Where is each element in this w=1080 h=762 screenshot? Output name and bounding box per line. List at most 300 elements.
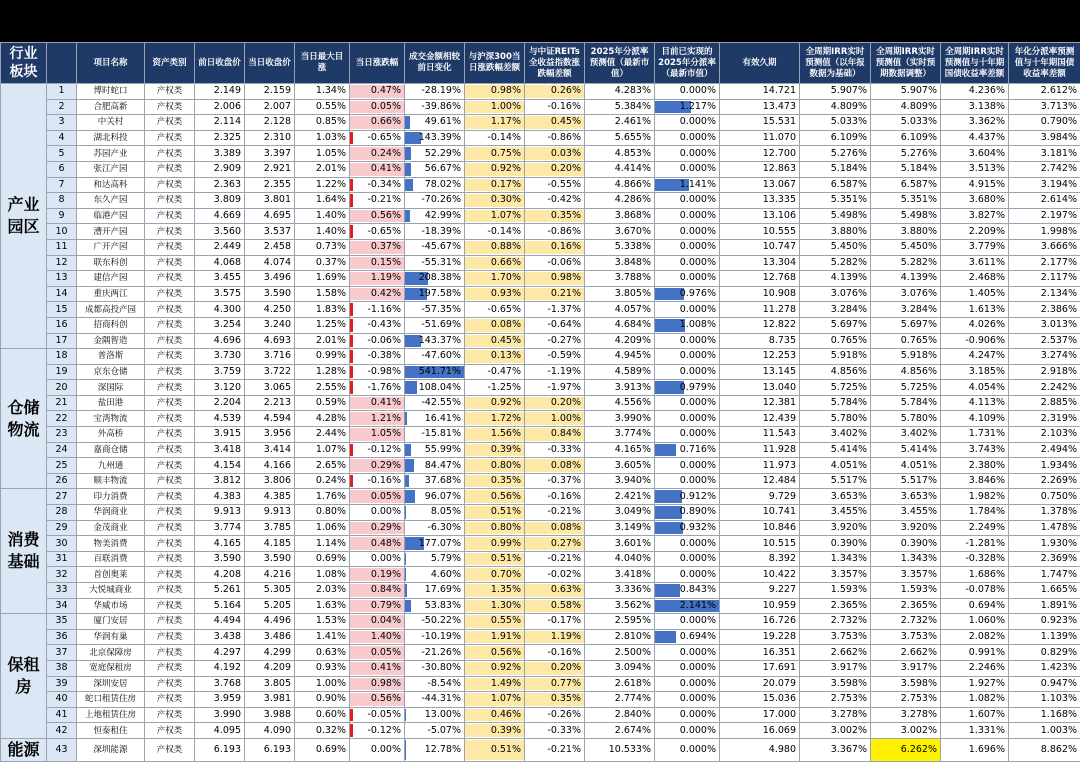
cell-r10-c9 xyxy=(525,224,585,240)
cell-r19-c16 xyxy=(1009,364,1080,380)
cell-value: 3.759 xyxy=(214,366,241,377)
cell-r14-c6 xyxy=(350,286,405,302)
cell-value: 17.691 xyxy=(763,662,796,673)
cell-r20-c16 xyxy=(1009,380,1080,396)
cell-value: 0.000% xyxy=(680,709,716,720)
cell-value: 0.05% xyxy=(371,647,401,658)
cell-r30-c2 xyxy=(145,536,195,552)
cell-r5-c10 xyxy=(585,146,655,162)
cell-value: 4.414% xyxy=(615,163,651,174)
cell-r43-c6 xyxy=(350,738,405,761)
cell-value: 0.70% xyxy=(491,569,521,580)
cell-value: 金茂商业 xyxy=(93,523,127,533)
cell-value: 5.725% xyxy=(901,382,937,393)
cell-value: 2.537% xyxy=(1041,335,1077,346)
cell-r40-c10 xyxy=(585,692,655,708)
cell-value: 41 xyxy=(55,709,67,720)
cell-value: 2.204 xyxy=(214,397,241,408)
cell-r30-c3 xyxy=(195,536,245,552)
cell-value: 5.164 xyxy=(214,600,241,611)
cell-r11-c12 xyxy=(720,239,800,255)
cell-r5-c3 xyxy=(195,146,245,162)
data-bar xyxy=(655,631,676,644)
cell-r25-c12 xyxy=(720,458,800,474)
cell-r1-c7 xyxy=(405,84,465,100)
cell-r30-c6 xyxy=(350,536,405,552)
cell-value: 0.843% xyxy=(680,584,716,595)
cell-value: 0.39% xyxy=(491,725,521,736)
cell-value: 0.390% xyxy=(901,538,937,549)
cell-r12-c6 xyxy=(350,255,405,271)
cell-r16-c12 xyxy=(720,317,800,333)
cell-value: 0.85% xyxy=(316,116,346,127)
cell-value: 10.741 xyxy=(763,506,796,517)
cell-value: 3.254 xyxy=(214,319,241,330)
cell-value: 3.590 xyxy=(264,288,291,299)
cell-r19-c0 xyxy=(47,364,77,380)
cell-r22-c6 xyxy=(350,411,405,427)
cell-r18-c13 xyxy=(800,349,871,365)
cell-value: 0.000% xyxy=(680,662,716,673)
cell-value: 3.367% xyxy=(831,744,867,755)
cell-r16-c0 xyxy=(47,317,77,333)
cell-value: 0.00% xyxy=(371,553,401,564)
cell-r29-c2 xyxy=(145,520,195,536)
cell-value: 2.612% xyxy=(1041,85,1077,96)
cell-r4-c12 xyxy=(720,130,800,146)
cell-value: 1.30% xyxy=(491,600,521,611)
cell-value: -21.26% xyxy=(421,647,461,658)
cell-value: 盐田港 xyxy=(98,398,124,408)
cell-r19-c11 xyxy=(655,364,720,380)
cell-value: 0.45% xyxy=(491,335,521,346)
cell-r7-c2 xyxy=(145,177,195,193)
cell-r4-c8 xyxy=(465,130,525,146)
cell-value: 产权类 xyxy=(157,507,183,517)
cell-r9-c6 xyxy=(350,208,405,224)
cell-r12-c15 xyxy=(941,255,1009,271)
cell-value: 0.32% xyxy=(316,725,346,736)
negative-marker xyxy=(350,319,353,332)
cell-r35-c9 xyxy=(525,614,585,630)
cell-value: -0.47% xyxy=(487,366,521,377)
cell-r20-c1 xyxy=(77,380,145,396)
cell-r19-c12 xyxy=(720,364,800,380)
cell-value: 产权类 xyxy=(157,227,183,237)
cell-r9-c5 xyxy=(295,208,350,224)
cell-r16-c5 xyxy=(295,317,350,333)
cell-value: 临港产园 xyxy=(93,211,127,221)
cell-value: 8 xyxy=(58,194,64,205)
cell-value: 4.165 xyxy=(214,538,241,549)
cell-r39-c0 xyxy=(47,676,77,692)
cell-r28-c13 xyxy=(800,505,871,521)
cell-value: 3.768 xyxy=(214,678,241,689)
cell-value: 2.177% xyxy=(1041,257,1077,268)
cell-r27-c5 xyxy=(295,489,350,505)
cell-r37-c12 xyxy=(720,645,800,661)
cell-r41-c2 xyxy=(145,707,195,723)
cell-r10-c12 xyxy=(720,224,800,240)
cell-r41-c14 xyxy=(871,707,941,723)
cell-r39-c10 xyxy=(585,676,655,692)
cell-r12-c8 xyxy=(465,255,525,271)
cell-value: 0.000% xyxy=(680,428,716,439)
cell-r5-c12 xyxy=(720,146,800,162)
cell-r15-c8 xyxy=(465,302,525,318)
cell-r26-c2 xyxy=(145,473,195,489)
cell-value: 产权类 xyxy=(157,398,183,408)
cell-r36-c1 xyxy=(77,629,145,645)
cell-r7-c0 xyxy=(47,177,77,193)
cell-r27-c10 xyxy=(585,489,655,505)
cell-value: 11 xyxy=(55,241,67,252)
cell-value: 3.801 xyxy=(264,194,291,205)
cell-value: 0.694% xyxy=(969,600,1005,611)
cell-value: 0.000% xyxy=(680,335,716,346)
cell-value: 中关村 xyxy=(98,117,124,127)
cell-r32-c10 xyxy=(585,567,655,583)
cell-r36-c3 xyxy=(195,629,245,645)
cell-value: 4.60% xyxy=(431,569,461,580)
table-row xyxy=(1,177,1080,193)
cell-r38-c9 xyxy=(525,660,585,676)
cell-r25-c5 xyxy=(295,458,350,474)
cell-r35-c10 xyxy=(585,614,655,630)
cell-value: 40 xyxy=(55,693,67,704)
cell-r31-c3 xyxy=(195,551,245,567)
cell-value: 3.601% xyxy=(615,538,651,549)
cell-value: -0.65% xyxy=(487,304,521,315)
cell-value: 3.806 xyxy=(264,475,291,486)
cell-value: 产权类 xyxy=(157,414,183,424)
cell-value: 4.809% xyxy=(831,101,867,112)
cell-value: 产权类 xyxy=(157,367,183,377)
cell-r13-c4 xyxy=(245,271,295,287)
cell-value: 产权类 xyxy=(157,289,183,299)
cell-r33-c4 xyxy=(245,583,295,599)
cell-r33-c12 xyxy=(720,583,800,599)
cell-r10-c0 xyxy=(47,224,77,240)
reits-table xyxy=(0,42,1080,762)
cell-value: 0.976% xyxy=(680,288,716,299)
cell-value: 4.236% xyxy=(969,85,1005,96)
cell-value: -1.37% xyxy=(547,304,581,315)
table-row xyxy=(1,551,1080,567)
cell-value: 1.56% xyxy=(491,428,521,439)
cell-r11-c8 xyxy=(465,239,525,255)
cell-r41-c3 xyxy=(195,707,245,723)
cell-r35-c15 xyxy=(941,614,1009,630)
cell-r17-c15 xyxy=(941,333,1009,349)
cell-value: 16.351 xyxy=(763,647,796,658)
cell-r30-c13 xyxy=(800,536,871,552)
cell-r39-c9 xyxy=(525,676,585,692)
cell-r9-c15 xyxy=(941,208,1009,224)
cell-r34-c0 xyxy=(47,598,77,614)
table-row xyxy=(1,723,1080,739)
cell-r26-c15 xyxy=(941,473,1009,489)
cell-value: 3.988 xyxy=(264,709,291,720)
cell-value: 0.000% xyxy=(680,148,716,159)
cell-r6-c9 xyxy=(525,161,585,177)
cell-value: 3.880% xyxy=(901,226,937,237)
cell-value: 8.05% xyxy=(431,506,461,517)
cell-r16-c6 xyxy=(350,317,405,333)
cell-r2-c14 xyxy=(871,99,941,115)
cell-r10-c13 xyxy=(800,224,871,240)
cell-r35-c12 xyxy=(720,614,800,630)
cell-value: 广开产园 xyxy=(93,242,127,252)
cell-value: 宽庭保租房 xyxy=(89,663,132,673)
cell-value: 5.697% xyxy=(831,319,867,330)
cell-value: 3.575 xyxy=(214,288,241,299)
cell-r41-c5 xyxy=(295,707,350,723)
cell-value: 12.439 xyxy=(763,413,796,424)
cell-value: 0.42% xyxy=(371,288,401,299)
cell-value: 1.934% xyxy=(1041,460,1077,471)
cell-value: 0.000% xyxy=(680,678,716,689)
cell-r36-c11 xyxy=(655,629,720,645)
cell-value: -18.39% xyxy=(421,226,461,237)
cell-r12-c3 xyxy=(195,255,245,271)
cell-r2-c10 xyxy=(585,99,655,115)
cell-value: 4.139% xyxy=(831,272,867,283)
cell-r29-c10 xyxy=(585,520,655,536)
cell-r14-c5 xyxy=(295,286,350,302)
cell-value: 16.069 xyxy=(763,725,796,736)
cell-value: 56.67% xyxy=(425,163,461,174)
cell-r36-c10 xyxy=(585,629,655,645)
cell-r11-c13 xyxy=(800,239,871,255)
cell-value: 37 xyxy=(55,647,67,658)
cell-r2-c11 xyxy=(655,99,720,115)
cell-value: 合肥高新 xyxy=(93,102,127,112)
cell-r23-c8 xyxy=(465,427,525,443)
cell-value: 0.27% xyxy=(551,538,581,549)
cell-value: 13.106 xyxy=(763,210,796,221)
cell-value: 1.593% xyxy=(831,584,867,595)
data-bar xyxy=(405,163,411,176)
cell-r31-c12 xyxy=(720,551,800,567)
cell-value: 3.397 xyxy=(264,148,291,159)
cell-r40-c6 xyxy=(350,692,405,708)
data-bar xyxy=(655,490,682,503)
cell-r17-c5 xyxy=(295,333,350,349)
cell-value: 产权类 xyxy=(157,383,183,393)
cell-r23-c5 xyxy=(295,427,350,443)
cell-value: 0.37% xyxy=(371,241,401,252)
cell-value: 0.390% xyxy=(831,538,867,549)
cell-r15-c7 xyxy=(405,302,465,318)
negative-marker xyxy=(350,335,353,348)
cell-r2-c2 xyxy=(145,99,195,115)
cell-r25-c13 xyxy=(800,458,871,474)
cell-r32-c1 xyxy=(77,567,145,583)
cell-value: 金隅智造 xyxy=(93,336,127,346)
cell-value: 0.08% xyxy=(551,460,581,471)
cell-r7-c10 xyxy=(585,177,655,193)
cell-value: 0.56% xyxy=(491,491,521,502)
cell-value: 大悦城商业 xyxy=(89,585,132,595)
cell-value: 4.250 xyxy=(264,304,291,315)
cell-r13-c0 xyxy=(47,271,77,287)
cell-r41-c7 xyxy=(405,707,465,723)
cell-value: 0.05% xyxy=(371,101,401,112)
cell-value: 3.653% xyxy=(901,491,937,502)
cell-r41-c13 xyxy=(800,707,871,723)
cell-r23-c14 xyxy=(871,427,941,443)
cell-value: 1.686% xyxy=(969,569,1005,580)
cell-value: 6.109% xyxy=(831,132,867,143)
cell-r8-c12 xyxy=(720,193,800,209)
cell-r18-c7 xyxy=(405,349,465,365)
cell-value: 上地租赁住房 xyxy=(85,710,136,720)
cell-r21-c8 xyxy=(465,395,525,411)
table-row xyxy=(1,676,1080,692)
cell-r39-c4 xyxy=(245,676,295,692)
cell-value: -6.30% xyxy=(427,522,461,533)
cell-r34-c10 xyxy=(585,598,655,614)
cell-r26-c6 xyxy=(350,473,405,489)
cell-r5-c9 xyxy=(525,146,585,162)
cell-value: 0.45% xyxy=(551,116,581,127)
cell-value: 3.486 xyxy=(264,631,291,642)
cell-r15-c15 xyxy=(941,302,1009,318)
cell-value: 0.56% xyxy=(491,647,521,658)
cell-r24-c15 xyxy=(941,442,1009,458)
cell-r12-c1 xyxy=(77,255,145,271)
cell-value: 3.065 xyxy=(264,382,291,393)
cell-value: 4.247% xyxy=(969,350,1005,361)
cell-r40-c8 xyxy=(465,692,525,708)
cell-r41-c8 xyxy=(465,707,525,723)
cell-r23-c2 xyxy=(145,427,195,443)
cell-value: 3.805% xyxy=(615,288,651,299)
cell-value: 3.666% xyxy=(1041,241,1077,252)
cell-r25-c6 xyxy=(350,458,405,474)
cell-value: 3.002% xyxy=(901,725,937,736)
cell-value: -45.67% xyxy=(421,241,461,252)
cell-r24-c7 xyxy=(405,442,465,458)
cell-r35-c3 xyxy=(195,614,245,630)
cell-r10-c1 xyxy=(77,224,145,240)
cell-value: 5.498% xyxy=(831,210,867,221)
cell-r10-c7 xyxy=(405,224,465,240)
header-col-9: 与沪深300当日涨跌幅差额 xyxy=(465,43,525,84)
cell-r32-c6 xyxy=(350,567,405,583)
cell-r10-c6 xyxy=(350,224,405,240)
cell-r37-c6 xyxy=(350,645,405,661)
cell-r14-c1 xyxy=(77,286,145,302)
cell-r6-c8 xyxy=(465,161,525,177)
cell-r9-c8 xyxy=(465,208,525,224)
cell-r34-c9 xyxy=(525,598,585,614)
cell-r2-c3 xyxy=(195,99,245,115)
cell-value: 0.000% xyxy=(680,226,716,237)
cell-value: 7 xyxy=(58,179,64,190)
cell-r30-c14 xyxy=(871,536,941,552)
cell-value: 3.013% xyxy=(1041,319,1077,330)
cell-r39-c5 xyxy=(295,676,350,692)
cell-r15-c0 xyxy=(47,302,77,318)
cell-r36-c5 xyxy=(295,629,350,645)
cell-value: 0.890% xyxy=(680,506,716,517)
cell-r39-c16 xyxy=(1009,676,1080,692)
cell-r4-c6 xyxy=(350,130,405,146)
table-row xyxy=(1,115,1080,131)
cell-value: 2.55% xyxy=(316,382,346,393)
cell-r36-c9 xyxy=(525,629,585,645)
cell-value: -0.16% xyxy=(547,491,581,502)
table-row xyxy=(1,193,1080,209)
cell-value: 0.99% xyxy=(491,538,521,549)
cell-value: 2.614% xyxy=(1041,194,1077,205)
cell-r10-c5 xyxy=(295,224,350,240)
cell-value: -0.06% xyxy=(367,335,401,346)
cell-value: 2.753% xyxy=(901,693,937,704)
cell-value: 5.517% xyxy=(831,475,867,486)
cell-value: 5.697% xyxy=(901,319,937,330)
cell-r35-c1 xyxy=(77,614,145,630)
cell-value: 2.114 xyxy=(214,116,241,127)
cell-value: 18 xyxy=(55,350,67,361)
cell-r12-c13 xyxy=(800,255,871,271)
header-col-2: 项目名称 xyxy=(77,43,145,84)
header-col-16: 全周期IRR实时预测值与十年期国债收益率差额 xyxy=(941,43,1009,84)
cell-value: 产权类 xyxy=(157,351,183,361)
cell-r11-c15 xyxy=(941,239,1009,255)
cell-value: 产权类 xyxy=(157,492,183,502)
cell-value: -0.906% xyxy=(965,335,1005,346)
cell-value: 4.209 xyxy=(264,662,291,673)
cell-r23-c7 xyxy=(405,427,465,443)
cell-r35-c11 xyxy=(655,614,720,630)
cell-value: 0.000% xyxy=(680,350,716,361)
cell-value: 0.000% xyxy=(680,241,716,252)
cell-r4-c5 xyxy=(295,130,350,146)
cell-value: 14 xyxy=(55,288,67,299)
cell-r22-c8 xyxy=(465,411,525,427)
cell-r13-c3 xyxy=(195,271,245,287)
data-bar xyxy=(655,522,683,535)
table-row xyxy=(1,567,1080,583)
cell-r3-c7 xyxy=(405,115,465,131)
cell-r20-c10 xyxy=(585,380,655,396)
cell-value: 0.59% xyxy=(316,397,346,408)
cell-value: 2.209% xyxy=(969,226,1005,237)
cell-r33-c9 xyxy=(525,583,585,599)
data-bar xyxy=(405,506,406,519)
cell-value: 华威市场 xyxy=(93,601,127,611)
cell-r10-c8 xyxy=(465,224,525,240)
cell-value: 1.07% xyxy=(491,210,521,221)
cell-value: 3.785 xyxy=(264,522,291,533)
cell-r21-c5 xyxy=(295,395,350,411)
cell-value: -47.60% xyxy=(421,350,461,361)
cell-value: 2.774% xyxy=(615,693,651,704)
cell-r10-c15 xyxy=(941,224,1009,240)
cell-value: 2.197% xyxy=(1041,210,1077,221)
cell-r37-c9 xyxy=(525,645,585,661)
cell-r25-c14 xyxy=(871,458,941,474)
cell-value: 35 xyxy=(55,615,67,626)
cell-value: 3.915 xyxy=(214,428,241,439)
cell-r4-c10 xyxy=(585,130,655,146)
cell-r11-c9 xyxy=(525,239,585,255)
cell-value: 0.24% xyxy=(316,475,346,486)
cell-r3-c6 xyxy=(350,115,405,131)
